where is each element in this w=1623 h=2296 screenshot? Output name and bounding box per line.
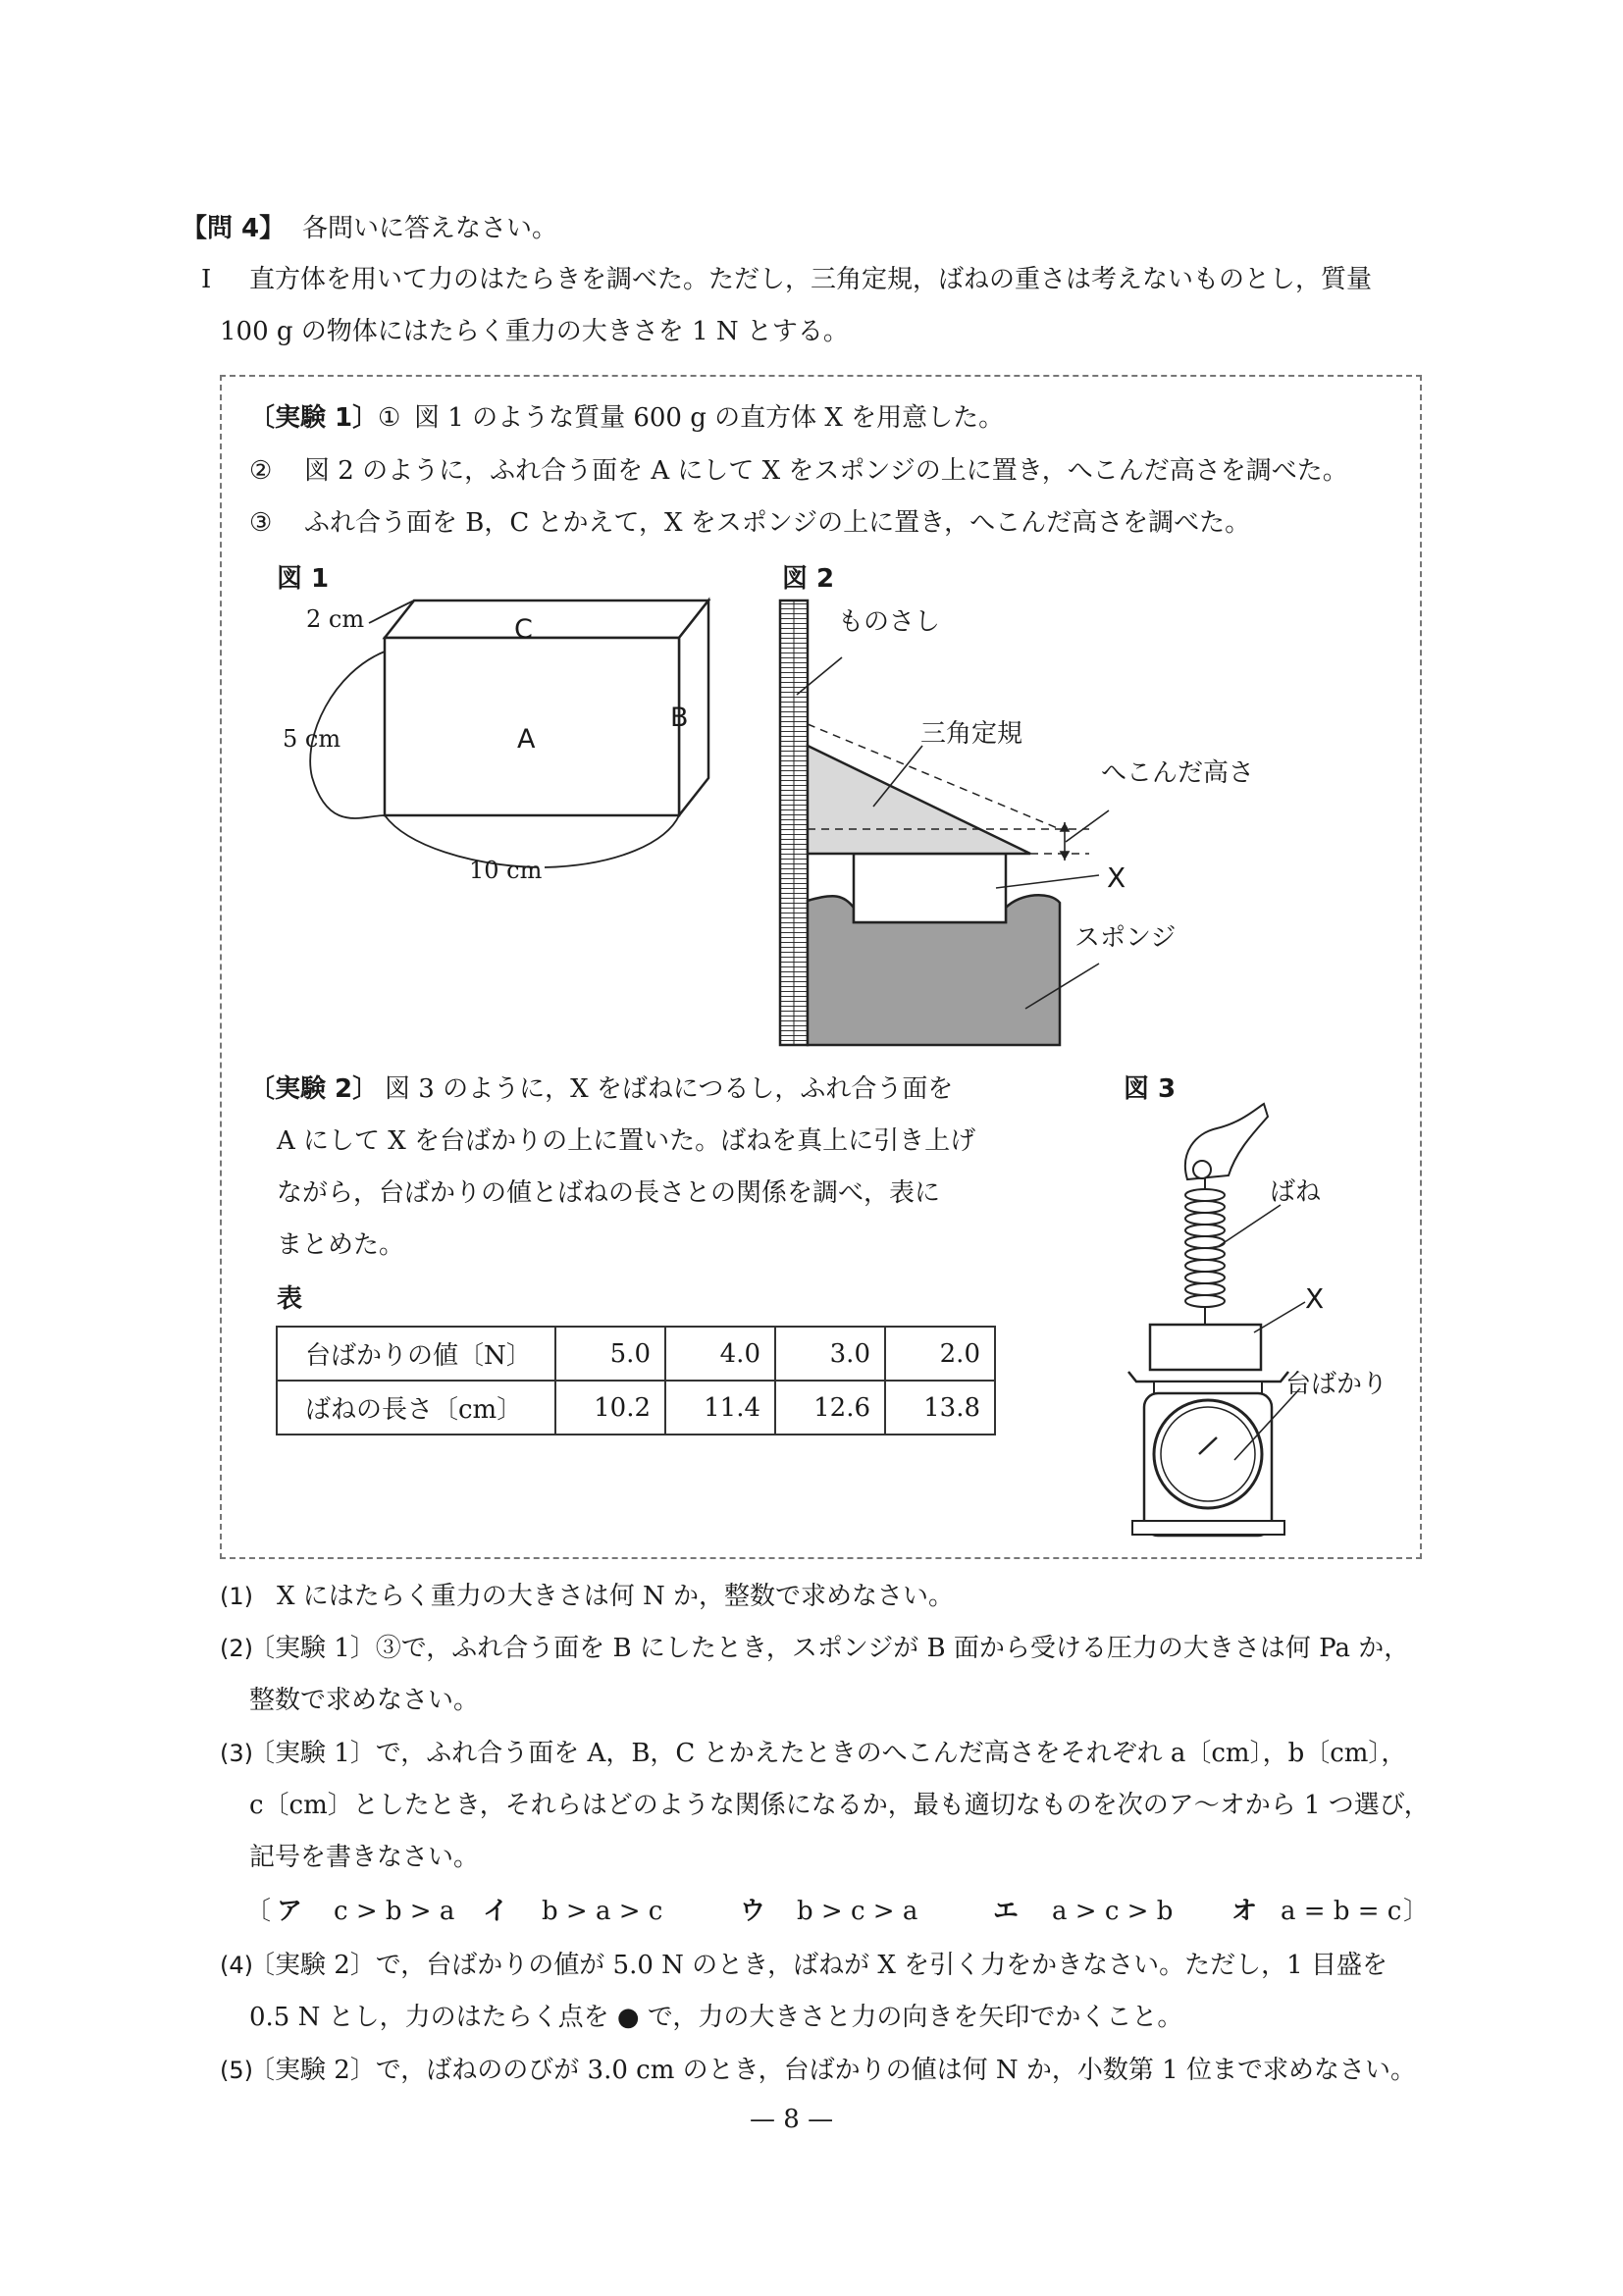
experiment1-step1-num: ① <box>378 403 401 433</box>
label-spring: ばね <box>1270 1177 1322 1207</box>
choice-mark-i: イ <box>483 1897 509 1926</box>
q3-line3: 記号を書きなさい。 <box>249 1843 480 1872</box>
figure2-title: 図 2 <box>782 564 835 594</box>
experiment2-line1: 図 3 のように，X をばねにつるし，ふれ合う面を <box>385 1074 954 1104</box>
data-table <box>276 1326 996 1435</box>
choice-text-o: a = b = c <box>1281 1897 1402 1926</box>
q4-number: (4) <box>220 1952 253 1979</box>
experiment1-label: 〔実験 1〕 <box>249 403 379 433</box>
experiment2-line4: まとめた。 <box>277 1230 405 1260</box>
table-cell: 4.0 <box>665 1327 775 1381</box>
label-5cm: 5 cm <box>283 725 341 753</box>
table-row-header: 台ばかりの値〔N〕 <box>277 1327 555 1381</box>
face-b-label: B <box>670 703 689 733</box>
section-numeral: I <box>201 265 212 294</box>
q2-number: (2) <box>220 1635 253 1662</box>
experiment1-step3-num: ③ <box>249 508 273 538</box>
label-10cm: 10 cm <box>469 857 543 884</box>
q3-line1: 〔実験 1〕で，ふれ合う面を A，B，C とかえたときのへこんだ高さをそれぞれ a〔cm〕，b〔cm〕， <box>249 1739 1407 1768</box>
cuboid-x <box>854 854 1006 922</box>
choice-text-a: c > b > a <box>334 1897 455 1926</box>
label-x: X <box>1305 1282 1325 1315</box>
choice-text-i: b > a > c <box>542 1897 663 1926</box>
table-row-header: ばねの長さ〔cm〕 <box>277 1381 555 1435</box>
q2-line2: 整数で求めなさい。 <box>249 1686 480 1715</box>
table-row <box>277 1327 995 1381</box>
choice-text-e: a > c > b <box>1052 1897 1174 1926</box>
experiment1-step3: ふれ合う面を B，C とかえて，X をスポンジの上に置き，へこんだ高さを調べた。 <box>304 508 1251 538</box>
table-cell: 13.8 <box>885 1381 995 1435</box>
table-cell: 10.2 <box>555 1381 665 1435</box>
q5-number: (5) <box>220 2057 253 2084</box>
page-number: — 8 — <box>750 2105 834 2134</box>
q1-number: (1) <box>220 1583 253 1610</box>
spring <box>1185 1189 1225 1307</box>
choice-text-u: b > c > a <box>797 1897 918 1926</box>
experiment1-step2-num: ② <box>249 456 273 486</box>
choice-mark-o: オ <box>1231 1897 1258 1926</box>
q3-line2: c〔cm〕としたとき，それらはどのような関係になるか，最も適切なものを次のア～オから 1 つ選び， <box>249 1791 1430 1820</box>
label-triangle: 三角定規 <box>920 719 1023 749</box>
q4-line2: 0.5 N とし，力のはたらく点を ● で，力の大きさと力の向きを矢印でかくこと。 <box>249 2003 1183 2032</box>
section-intro-line2: 100 g の物体にはたらく重力の大きさを 1 N とする。 <box>220 317 849 346</box>
choice-mark-e: エ <box>993 1897 1020 1926</box>
q1-text: X にはたらく重力の大きさは何 N か，整数で求めなさい。 <box>277 1582 955 1611</box>
question-instruction: 各問いに答えなさい。 <box>302 214 558 243</box>
label-2cm: 2 cm <box>306 605 365 633</box>
table-cell: 5.0 <box>555 1327 665 1381</box>
label-depth: へこんだ高さ <box>1101 758 1255 788</box>
experiment2-line2: A にして X を台ばかりの上に置いた。ばねを真上に引き上げ <box>277 1126 976 1156</box>
experiment2-label: 〔実験 2〕 <box>249 1074 379 1104</box>
q4-line1: 〔実験 2〕で，台ばかりの値が 5.0 N のとき，ばねが X を引く力をかきなさい。ただし，1 目盛を <box>249 1951 1387 1980</box>
experiment2-line3: ながら，台ばかりの値とばねの長さとの関係を調べ，表に <box>277 1178 941 1208</box>
figure1-cuboid-diagram <box>275 589 726 893</box>
figure3-scale-diagram <box>1119 1099 1413 1540</box>
experiment1-step2: 図 2 のように，ふれ合う面を A にして X をスポンジの上に置き，へこんだ高さを調べた。 <box>304 456 1348 486</box>
label-ruler: ものさし <box>838 607 941 637</box>
q2-line1: 〔実験 1〕③で，ふれ合う面を B にしたとき，スポンジが B 面から受ける圧力の大きさは何 Pa か， <box>249 1634 1410 1663</box>
experiment1-step1: 図 1 のような質量 600 g の直方体 X を用意した。 <box>414 403 1005 433</box>
question-label: 【問 4】 <box>182 214 286 243</box>
face-c-label: C <box>514 614 533 645</box>
choice-mark-a: ア <box>277 1897 303 1926</box>
dimension-arc-10cm-right <box>545 815 679 867</box>
choices-close-bracket: 〕 <box>1403 1897 1430 1926</box>
cuboid-top-face <box>385 600 708 638</box>
scale-pan <box>1128 1372 1288 1382</box>
label-x: X <box>1107 861 1126 894</box>
figure3-title: 図 3 <box>1124 1074 1177 1104</box>
choice-mark-u: ウ <box>740 1897 766 1926</box>
figure1-title: 図 1 <box>277 564 330 594</box>
table-cell: 11.4 <box>665 1381 775 1435</box>
triangle-ruler <box>808 746 1030 854</box>
figure2-sponge-diagram <box>775 589 1325 1050</box>
face-a-label: A <box>517 724 536 755</box>
choices-open-bracket: 〔 <box>245 1897 272 1926</box>
table-cell: 3.0 <box>775 1327 885 1381</box>
label-scale: 台ばかり <box>1285 1370 1388 1399</box>
table-title: 表 <box>277 1284 303 1314</box>
q3-number: (3) <box>220 1740 253 1767</box>
table-cell: 2.0 <box>885 1327 995 1381</box>
label-sponge: スポンジ <box>1074 923 1177 953</box>
table-cell: 12.6 <box>775 1381 885 1435</box>
scale-dial <box>1154 1400 1262 1508</box>
section-intro-line1: 直方体を用いて力のはたらきを調べた。ただし，三角定規，ばねの重さは考えないものとし，質量 <box>249 265 1373 294</box>
table-row <box>277 1381 995 1435</box>
q5-text: 〔実験 2〕で，ばねののびが 3.0 cm のとき，台ばかりの値は何 N か，小数第 1 位まで求めなさい。 <box>249 2056 1416 2085</box>
cuboid-x <box>1150 1325 1261 1370</box>
